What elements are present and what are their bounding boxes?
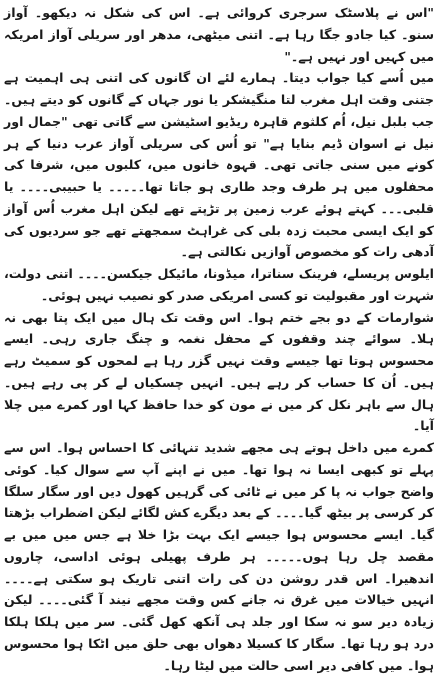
paragraph: کمرے میں داخل ہوتے ہی مجھے شدید تنہائی کا احساس ہوا۔ اس سے پہلے تو کبھی ایسا نہ ہوا تھا۔ میں نے اپنے آپ سے سوال کیا۔ کوئی واضح جواب نہ پا کر میں نے ٹائی کی گرہیں کھول دیں اور سگار سلگا کر کرسی پر بیٹھ گیا۔۔۔۔ کے بعد دیگرے کش لگائے لیکن اضطراب بڑھتا گیا۔ ایسے محسوس ہوا جیسے ایک بہت بڑا خلا ہے جس میں میں بے مقصد چل رہا ہوں۔۔۔۔۔ ہر طرف پھیلی ہوئی اداسی، چاروں اندھیرا۔ اس قدر روشن دن کی رات اتنی تاریک ہو سکتی ہے۔۔۔۔ انہیں خیالات میں غرق نہ جانے کس وقت مجھے نیند آ گئی۔۔۔۔ لیکن زیادہ دیر سو نہ سکا اور جلد ہی آنکھ کھل گئی۔ سر میں ہلکا ہلکا درد ہو رہا تھا۔ سگار کا کسیلا دھواں بھی حلق میں اٹکا ہوا محسوس ہوا۔ میں کافی دیر اسی حالت میں لیٹا رہا۔ bbox=[4, 440, 434, 673]
document-page bbox=[4, 2, 434, 698]
paragraph: شوارمات کے دو بجے ختم ہوا۔ اس وقت تک ہال میں ایک پتا بھی نہ ہلا۔ سوائے چند وقفوں کے محفل نغمہ و چنگ جاری رہی۔ ایسے محسوس ہوتا تھا جیسے وقت نہیں گزر رہا ہے لمحوں کو سمیٹ رہے ہیں۔ اُن کا حساب کر رہے ہیں۔ انہیں چسکیاں لے کر پی رہے ہیں۔ ہال سے باہر نکل کر میں نے مون کو خدا حافظ کہا اور کمرے میں چلا آیا۔ bbox=[4, 309, 434, 434]
paragraph: میں اُسے کیا جواب دیتا۔ ہمارے لئے ان گانوں کی اتنی ہی اہمیت ہے جتنی وقت اہل مغرب لتا منگیشکر یا نور جہاں کے گانوں کو دیتے ہیں۔ جب بلبل نیل، اُم کلثوم قاہرہ ریڈیو اسٹیشن سے گاتی تھی "جمال اور نیل نے اسوان ڈیم بنایا ہے" تو اُس کی سریلی آواز عرب دنیا کے ہر کونے میں سنی جاتی تھی۔ قہوہ خانوں میں، کلبوں میں، شرفا کی محفلوں میں ہر طرف وجد طاری ہو جاتا تھا۔۔۔۔۔ یا حبیبی۔۔۔۔ یا قلبی۔۔۔ کہتے ہوئے عرب زمین پر تڑپتے تھے لیکن اہل مغرب اُس آواز کو ایک ایسی محبت زدہ بلی کی غراہٹ سمجھتے تھے جو سردیوں کی آدھی رات کو مخصوص آوازیں نکالتی ہے۔ bbox=[4, 70, 434, 260]
paragraph: "اس نے پلاسٹک سرجری کروائی ہے۔ اس کی شکل نہ دیکھو۔ آواز سنو۔ کیا جادو جگا رہا ہے۔ اتنی میٹھی، مدھر اور سریلی آواز امریکہ میں کہیں اور نہیں ہے۔" bbox=[4, 5, 434, 64]
paragraph: ایلوس پریسلے، فرینک سناترا، میڈونا، مائیکل جیکسن۔۔۔۔ اتنی دولت، شہرت اور مقبولیت تو کسی امریکی صدر کو نصیب نہیں ہوئی۔ bbox=[4, 266, 434, 303]
